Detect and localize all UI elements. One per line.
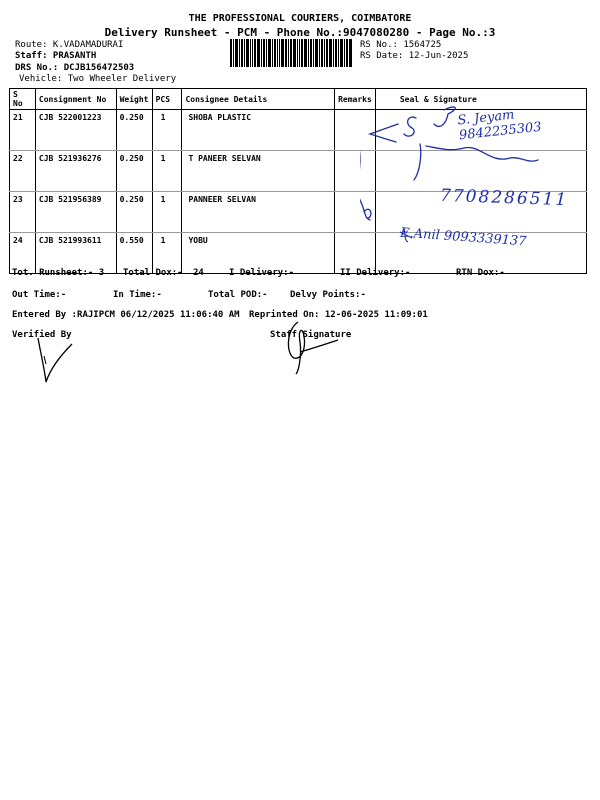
staff-text: Staff: PRASANTH: [15, 51, 97, 61]
handwriting-row-1: S. Jeyam 9842235303: [456, 107, 543, 144]
cell-sno: 24: [10, 233, 36, 274]
out-time: Out Time:-: [12, 290, 67, 300]
route-text: Route: K.VADAMADURAI: [15, 40, 124, 50]
cell-consignment: CJB 522001223: [35, 110, 116, 151]
cell-pcs: 1: [152, 192, 182, 233]
verified-by-label: Verified By: [12, 330, 72, 340]
cell-sno: 22: [10, 151, 36, 192]
column-header: Seal & Signature: [375, 89, 586, 110]
column-header: Consignment No: [35, 89, 116, 110]
cell-sno: 21: [10, 110, 36, 151]
handwriting-row-2: 7708286511: [439, 185, 569, 211]
handwriting-row-4: E.Anil 9093339137: [399, 225, 527, 250]
cell-weight: 0.250: [116, 151, 152, 192]
column-header: Remarks: [335, 89, 376, 110]
delvy-points: Delvy Points:-: [290, 290, 366, 300]
ii-delivery: II Delivery:-: [340, 268, 411, 278]
total-pod: Total POD:-: [208, 290, 268, 300]
drs-number: DRS No.: DCJB156472503: [15, 63, 135, 73]
cell-consignment: CJB 521956389: [35, 192, 116, 233]
column-header: Weight: [116, 89, 152, 110]
staff-signature-label: Staff Signature: [270, 330, 352, 340]
cell-consignment: CJB 521936276: [35, 151, 116, 192]
cell-weight: 0.250: [116, 110, 152, 151]
cell-consignee: YOBU: [182, 233, 335, 274]
column-header: S No: [10, 89, 36, 110]
verified-by-signature: [30, 336, 80, 386]
runsheet-subtitle: Delivery Runsheet - PCM - Phone No.:9047080280 - Page No.:3: [104, 26, 496, 39]
cell-consignment: CJB 521993611: [35, 233, 116, 274]
column-header: PCS: [152, 89, 182, 110]
i-delivery: I Delivery:-: [229, 268, 295, 278]
cell-consignee: T PANEER SELVAN: [182, 151, 335, 192]
cell-pcs: 1: [152, 233, 182, 274]
reprinted-on: Reprinted On: 12-06-2025 11:09:01: [249, 310, 428, 320]
cell-consignee: SHOBA PLASTIC: [182, 110, 335, 151]
barcode-image: [230, 39, 352, 67]
entered-by: Entered By :RAJIPCM 06/12/2025 11:06:40 AM: [12, 310, 240, 320]
rs-number: RS No.: 1564725: [360, 40, 442, 50]
rs-date: RS Date: 12-Jun-2025: [360, 51, 469, 61]
vehicle-text: Vehicle: Two Wheeler Delivery: [19, 74, 177, 84]
cell-pcs: 1: [152, 151, 182, 192]
column-header: Consignee Details: [182, 89, 335, 110]
total-dox-label: Total Dox:-: [123, 268, 183, 278]
cell-weight: 0.550: [116, 233, 152, 274]
cell-consignee: PANNEER SELVAN: [182, 192, 335, 233]
total-dox-value: 24: [193, 268, 204, 278]
company-title: THE PROFESSIONAL COURIERS, COIMBATORE: [188, 13, 412, 24]
in-time: In Time:-: [113, 290, 162, 300]
cell-sno: 23: [10, 192, 36, 233]
total-runsheet: Tot. Runsheet:- 3: [12, 268, 105, 278]
rtn-dox: RTN Dox:-: [456, 268, 505, 278]
cell-weight: 0.250: [116, 192, 152, 233]
staff-signature: [284, 318, 344, 378]
cell-pcs: 1: [152, 110, 182, 151]
